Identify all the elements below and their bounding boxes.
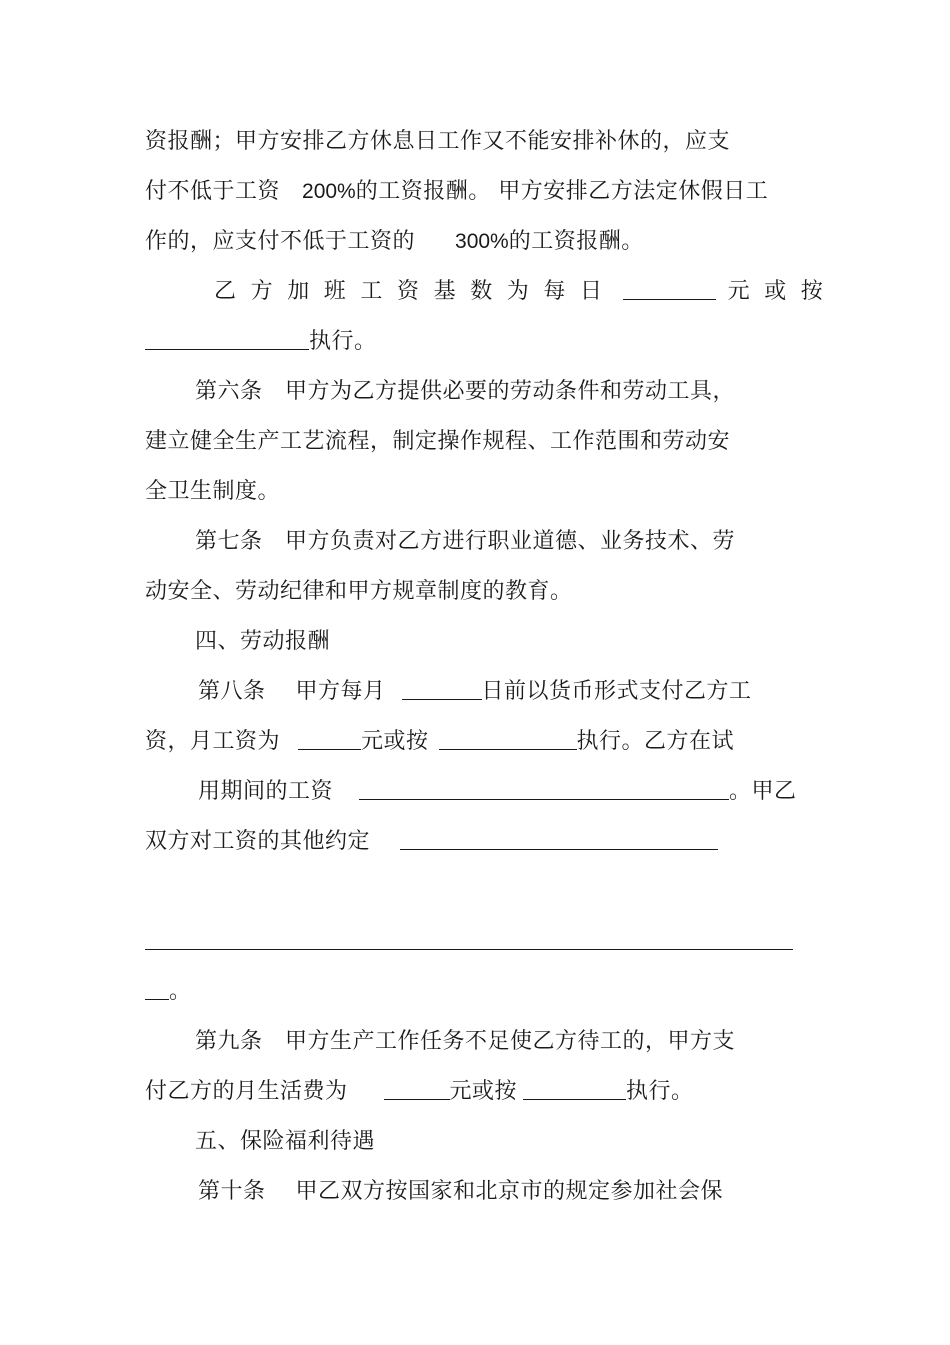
text-segment: 四、劳动报酬 <box>195 629 331 654</box>
text-segment: 资，月工资为 <box>145 729 281 754</box>
section-heading <box>195 1127 375 1157</box>
text-segment: 全卫生制度。 <box>145 479 281 504</box>
text-line <box>145 477 280 507</box>
text-segment: 资报酬；甲方安排乙方休息日工作又不能安排补休的，应支 <box>145 129 731 154</box>
text-segment: 付乙方的月生活费为 <box>145 1079 348 1104</box>
text-line <box>145 427 730 457</box>
text-line <box>145 327 377 357</box>
text-segment: 元或按 <box>449 1079 518 1104</box>
percentage-value: 200% <box>302 180 356 203</box>
text-line <box>198 777 797 807</box>
text-line <box>145 177 768 207</box>
text-line <box>145 977 192 1007</box>
text-line <box>145 927 793 957</box>
blank-field[interactable] <box>623 277 716 300</box>
text-segment: 付不低于工资 <box>145 179 281 204</box>
text-segment: 第十条 甲乙双方按国家和北京市的规定参加社会保 <box>198 1179 723 1204</box>
blank-field[interactable] <box>359 777 729 800</box>
text-segment: 第八条 甲方每月 <box>198 679 386 704</box>
percentage-value: 300% <box>455 230 509 253</box>
text-line <box>145 127 730 157</box>
text-segment: 日前以货币形式支付乙方工 <box>481 679 752 704</box>
section-heading <box>195 627 330 657</box>
text-segment: 五、保险福利待遇 <box>195 1129 376 1154</box>
text-line <box>214 277 837 307</box>
text-line <box>195 527 735 557</box>
text-segment: 。 <box>169 979 192 1004</box>
blank-field[interactable] <box>145 977 169 1000</box>
text-line <box>145 827 718 857</box>
text-segment: 元或按 <box>727 279 838 304</box>
text-line <box>145 727 734 757</box>
text-line <box>195 1027 735 1057</box>
text-segment: 作的，应支付不低于工资的 <box>145 229 416 254</box>
blank-field[interactable] <box>439 727 577 750</box>
text-segment: 的工资报酬。 <box>508 229 644 254</box>
text-segment: 执行。乙方在试 <box>576 729 735 754</box>
text-line <box>195 377 735 407</box>
text-segment: 。甲乙 <box>729 779 797 804</box>
text-segment: 第六条 甲方为乙方提供必要的劳动条件和劳动工具， <box>195 379 736 404</box>
blank-field[interactable] <box>298 727 361 750</box>
text-line <box>145 577 573 607</box>
text-line <box>145 227 644 257</box>
text-segment: 乙方加班工资基数为每日 <box>214 279 617 304</box>
blank-field[interactable] <box>400 827 718 850</box>
blank-field[interactable] <box>145 327 309 350</box>
text-segment: 第九条 甲方生产工作任务不足使乙方待工的，甲方支 <box>195 1029 736 1054</box>
blank-field[interactable] <box>402 677 482 700</box>
text-segment: 建立健全生产工艺流程，制定操作规程、工作范围和劳动安 <box>145 429 731 454</box>
text-segment: 执行。 <box>309 329 377 354</box>
text-line <box>145 1077 694 1107</box>
blank-field[interactable] <box>523 1077 626 1100</box>
text-segment: 的工资报酬。 甲方安排乙方法定休假日工 <box>355 179 769 204</box>
blank-field[interactable] <box>384 1077 450 1100</box>
text-segment: 元或按 <box>361 729 429 754</box>
text-segment: 用期间的工资 <box>198 779 334 804</box>
blank-field[interactable] <box>145 927 793 950</box>
text-segment: 执行。 <box>626 1079 694 1104</box>
text-segment: 第七条 甲方负责对乙方进行职业道德、业务技术、劳 <box>195 529 736 554</box>
text-segment: 双方对工资的其他约定 <box>145 829 371 854</box>
text-segment: 动安全、劳动纪律和甲方规章制度的教育。 <box>145 579 573 604</box>
text-line <box>198 1177 723 1207</box>
text-line <box>198 677 752 707</box>
